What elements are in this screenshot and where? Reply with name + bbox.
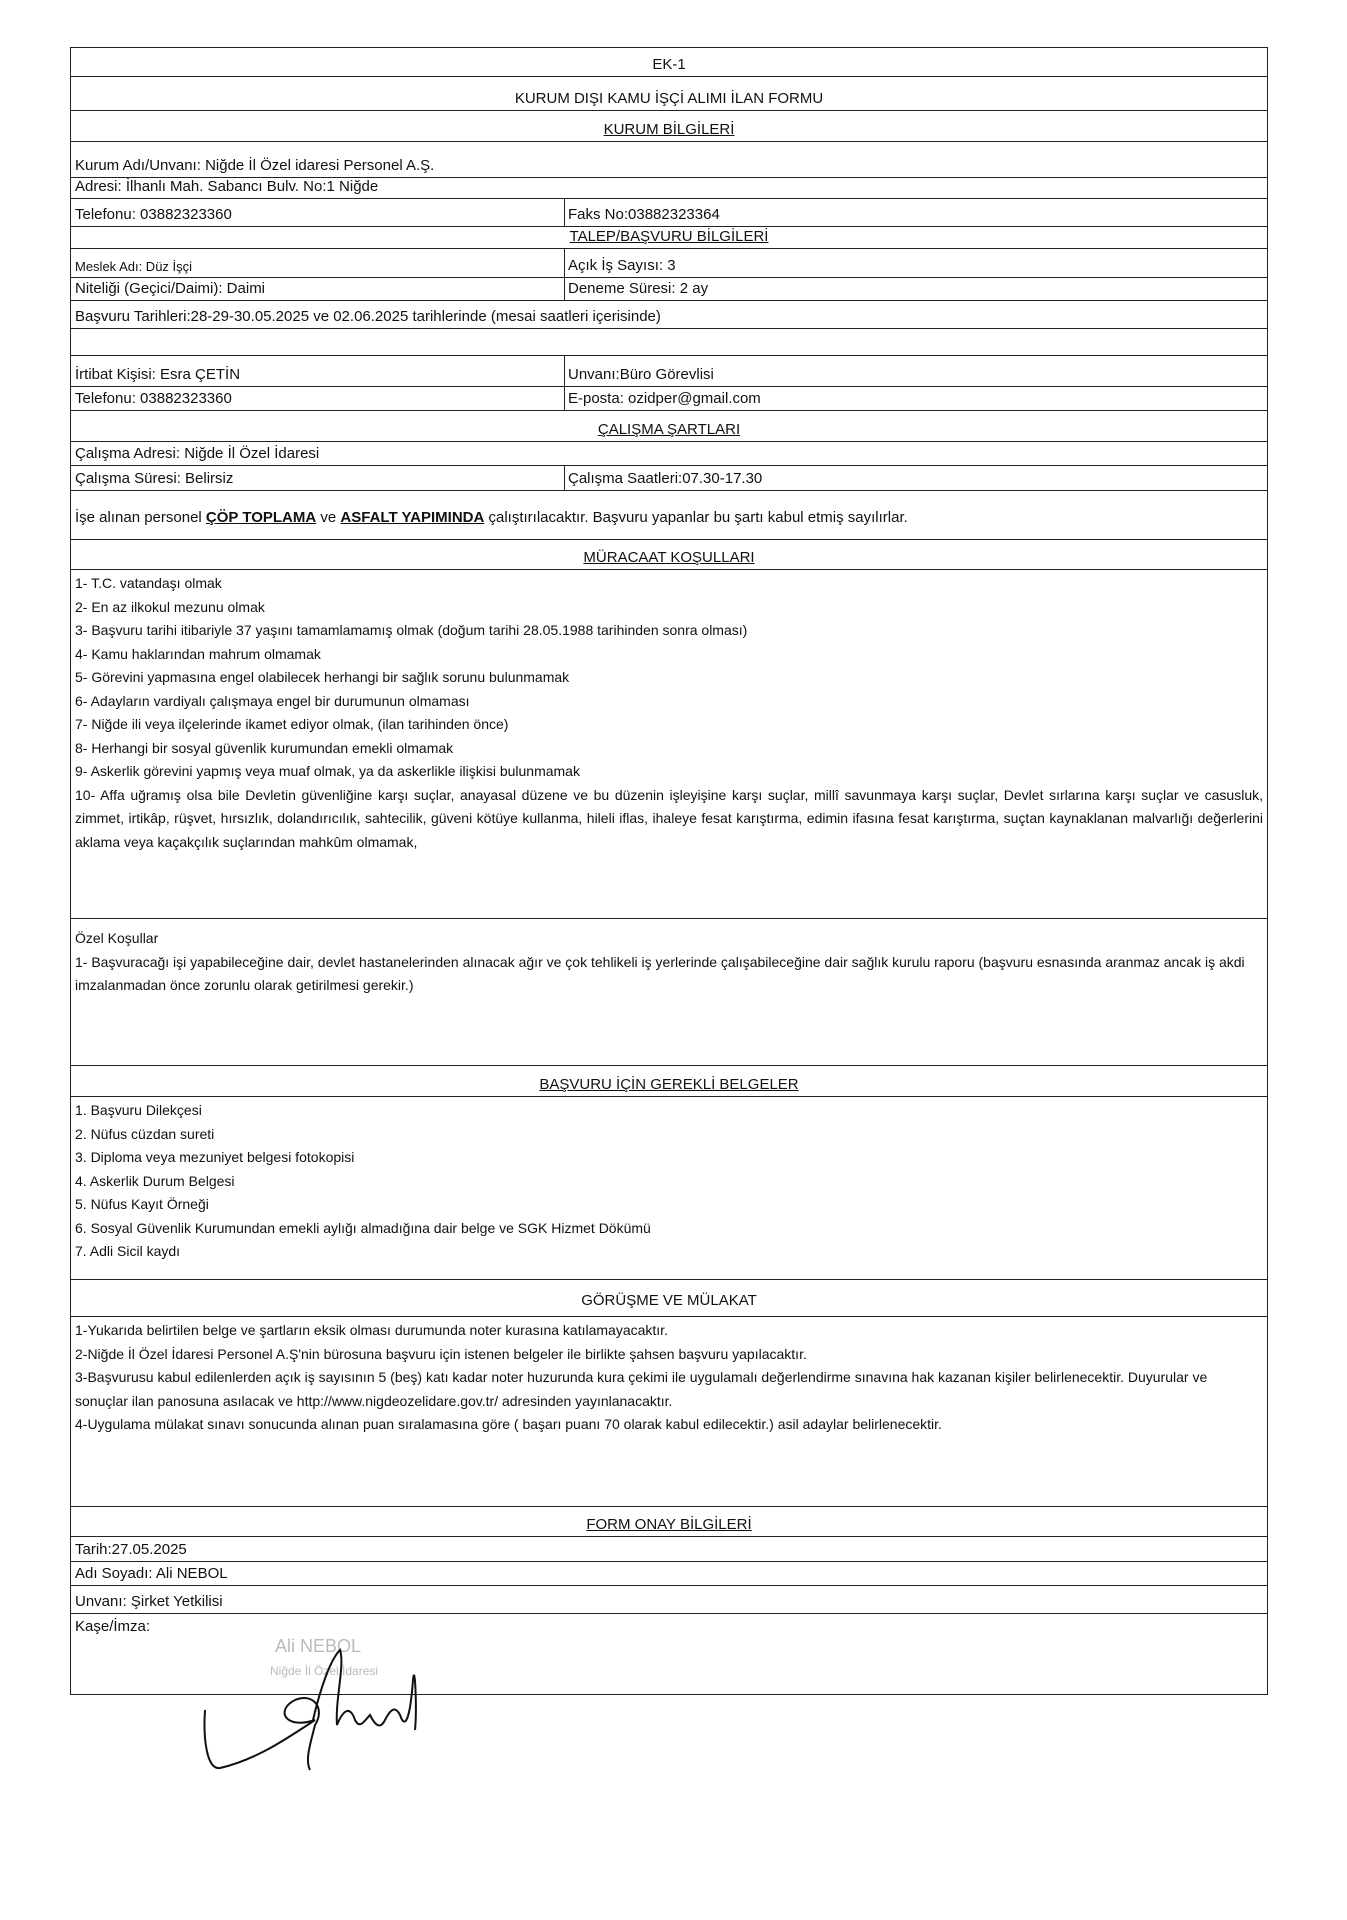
- contact-phone: Telefonu: 03882323360: [75, 390, 232, 407]
- application-dates: Başvuru Tarihleri:28-29-30.05.2025 ve 02.06.2025 tarihlerinde (mesai saatleri içerisinde): [75, 308, 661, 325]
- svg-text:Niğde İl Özel İdaresi: Niğde İl Özel İdaresi: [270, 1664, 379, 1678]
- stamp-label: Kaşe/İmza:: [75, 1618, 151, 1635]
- institution-phone: Telefonu: 03882323360: [75, 206, 232, 223]
- approval-name: Adı Soyadı: Ali NEBOL: [75, 1565, 228, 1582]
- institution-address: Adresi: İlhanlı Mah. Sabancı Bulv. No:1 Niğde: [75, 178, 379, 195]
- work-hours: Çalışma Saatleri:07.30-17.30: [568, 470, 763, 487]
- work-note: İşe alınan personel ÇÖP TOPLAMA ve ASFALT YAPIMINDA çalıştırılacaktır. Başvuru yapanlar bu şartı kabul etmiş sayılırlar.: [75, 509, 908, 526]
- openings: Açık İş Sayısı: 3: [568, 257, 676, 274]
- documents-list: 1. Başvuru Dilekçesi 2. Nüfus cüzdan sureti 3. Diploma veya mezuniyet belgesi fotokopisi 4. Askerlik Durum Belgesi 5. Nüfus Kayıt Örneği 6. Sosyal Güvenlik Kurumundan emekli aylığı almadığına dair belge ve SGK Hizmet Dökümü 7. Adli Sicil kaydı: [71, 1097, 1267, 1280]
- work-duration: Çalışma Süresi: Belirsiz: [75, 470, 234, 487]
- institution-name: Kurum Adı/Unvanı: Niğde İl Özel idaresi Personel A.Ş.: [75, 157, 435, 174]
- contact-title: Unvanı:Büro Görevlisi: [568, 366, 714, 383]
- approval-date: Tarih:27.05.2025: [75, 1541, 187, 1558]
- work-heading: ÇALIŞMA ŞARTLARI: [597, 421, 741, 438]
- approval-heading: FORM ONAY BİLGİLERİ: [586, 1516, 752, 1533]
- request-heading: TALEP/BAŞVURU BİLGİLERİ: [569, 228, 769, 245]
- contact-email: E-posta: ozidper@gmail.com: [568, 390, 761, 407]
- documents-heading: BAŞVURU İÇİN GEREKLİ BELGELER: [539, 1076, 799, 1093]
- special-conditions: Özel Koşullar 1- Başvuracağı işi yapabileceğine dair, devlet hastanelerinden alınacak ağır ve çok tehlikeli iş yerlerinde çalışabileceğine dair sağlık kurulu raporu (başvuru esnasında aranmaz ancak iş akdi imzalanmadan önce zorunlu olarak getirilmesi gerekir.): [71, 919, 1267, 1066]
- conditions-heading: MÜRACAAT KOŞULLARI: [583, 549, 755, 566]
- svg-text:Ali NEBOL: Ali NEBOL: [275, 1636, 362, 1656]
- interview-heading: GÖRÜŞME VE MÜLAKAT: [581, 1292, 757, 1309]
- work-address: Çalışma Adresi: Niğde İl Özel İdaresi: [75, 445, 320, 462]
- nature: Niteliği (Geçici/Daimi): Daimi: [75, 280, 266, 297]
- form-title: KURUM DIŞI KAMU İŞÇİ ALIMI İLAN FORMU: [514, 90, 824, 107]
- probation: Deneme Süresi: 2 ay: [568, 280, 709, 297]
- institution-fax: Faks No:03882323364: [568, 206, 720, 223]
- occupation: Meslek Adı: Düz İşçi: [75, 259, 193, 275]
- title-row: [71, 77, 1267, 111]
- annex-label: EK-1: [652, 56, 686, 73]
- blank-row: [71, 329, 1267, 356]
- announcement-form: [70, 47, 1268, 1695]
- approval-title: Unvanı: Şirket Yetkilisi: [75, 1593, 223, 1610]
- interview-list: 1-Yukarıda belirtilen belge ve şartların eksik olması durumunda noter kurasına katılamayacaktır. 2-Niğde İl Özel İdaresi Personel A.Ş'nin bürosuna başvuru için istenen belgeler ile birlikte şahsen başvuru yapılacaktır. 3-Başvurusu kabul edilenlerden açık iş sayısının 5 (beş) katı kadar noter huzurunda kura çekimi ile uygulamalı değerlendirme sınavına hak kazanan kişiler belirlenecektir. Duyurular ve sonuçlar ilan panosuna asılacak ve http://www.nigdeozelidare.gov.tr/ adresinden yayınlanacaktır. 4-Uygulama mülakat sınavı sonucunda alınan puan sıralamasına göre ( başarı puanı 70 olarak kabul edilecektir.) asil adaylar belirlenecektir.: [71, 1317, 1267, 1507]
- conditions-list: 1- T.C. vatandaşı olmak 2- En az ilkokul mezunu olmak 3- Başvuru tarihi itibariyle 37 yaşını tamamlamamış olmak (doğum tarihi 28.05.1988 tarihinden sonra olması) 4- Kamu haklarından mahrum olmamak 5- Görevini yapmasına engel olabilecek herhangi bir sağlık sorunu bulunmamak 6- Adayların vardiyalı çalışmaya engel bir durumunun olmaması 7- Niğde ili veya ilçelerinde ikamet ediyor olmak, (ilan tarihinden önce) 8- Herhangi bir sosyal güvenlik kurumundan emekli olmamak 9- Askerlik görevini yapmış veya muaf olmak, ya da askerlikle ilişkisi bulunmamak 10- Affa uğramış olsa bile Devletin güvenliğine karşı suçlar, anayasal düzene ve bu düzenin işleyişine karşı suçlar, millî savunmaya karşı suçlar, Devlet sırlarına karşı suçlar ve casusluk, zimmet, irtikâp, rüşvet, hırsızlık, dolandırıcılık, sahtecilik, güveni kötüye kullanma, hileli iflas, ihaleye fesat karıştırma, edimin ifasına fesat karıştırma, suçtan kaynaklanan malvarlığı değerlerini aklama veya kaçakçılık suçlarından mahkûm olmamak,: [71, 570, 1267, 919]
- contact-person: İrtibat Kişisi: Esra ÇETİN: [75, 366, 241, 383]
- signature-stamp: [195, 1620, 485, 1790]
- annex-row: [71, 48, 1267, 77]
- institution-heading: KURUM BİLGİLERİ: [603, 121, 735, 138]
